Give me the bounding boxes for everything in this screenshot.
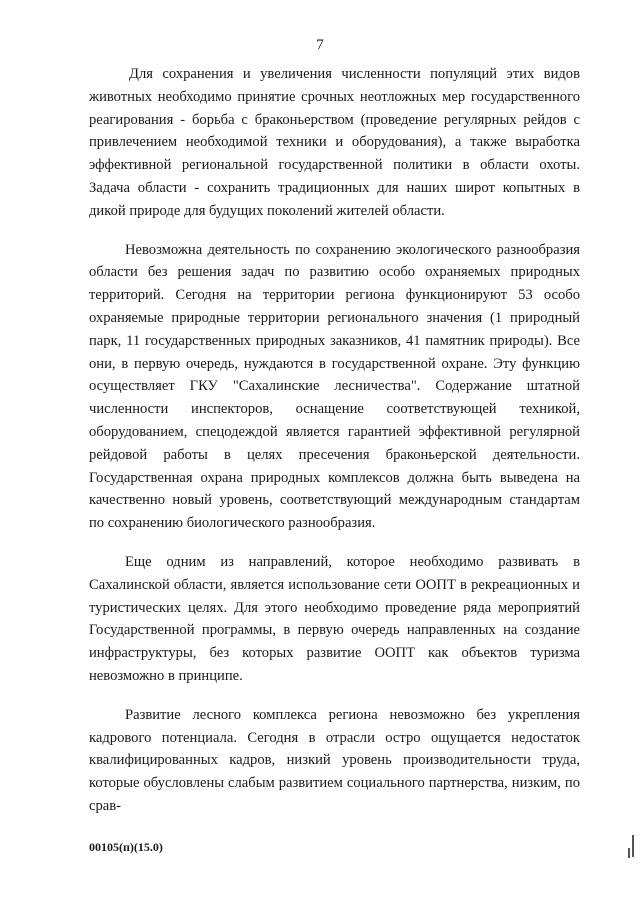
page-number: 7 xyxy=(316,37,324,53)
scan-edge-mark xyxy=(628,848,630,858)
paragraph-hunting-policy: Для сохранения и увеличения численности популяций этих видов животных необходимо принятие срочных неотложных мер государственного реагирования - борьба с браконьерством (проведение регулярных рейдов с привлечением необходимой техники и оборудования), а также выработка эффективной региональной государственной политики в области охоты. Задача области - сохранить традиционных для наших широт копытных в дикой природе для будущих поколений жителей области. xyxy=(89,66,580,219)
document-code: 00105(п)(15.0) xyxy=(89,840,163,854)
paragraph-protected-areas: Невозможна деятельность по сохранению экологического разнообразия области без решения задач по развитию особо охраняемых природных территорий. Сегодня на территории региона функционируют 53 особо охраняемые природные территории регионального значения (1 природный парк, 11 государственных природных заказников, 41 памятник природы). Все они, в первую очередь, нуждаются в государственной охране. Эту функцию осуществляет ГКУ "Сахалинские лесничества". Содержание штатной численности инспекторов, оснащение соответствующей техникой, оборудованием, спецодеждой является гарантией эффективной регулярной рейдовой работы в целях пресечения браконьерской деятельности. Государственная охрана природных комплексов должна быть выведена на качественно новый уровень, соответствующий международным стандартам по сохранению биологического разнообразия. xyxy=(89,241,580,532)
paragraph-tourism: Еще одним из направлений, которое необходимо развивать в Сахалинской области, является использование сети ООПТ в рекреационных и туристических целях. Для этого необходимо проведение ряда мероприятий Государственной программы, в первую очередь направленных на создание инфраструктуры, без которых развитие ООПТ как объектов туризма невозможно в принципе. xyxy=(89,553,580,684)
document-body xyxy=(89,63,580,818)
paragraph-forestry-staff: Развитие лесного комплекса региона невозможно без укрепления кадрового потенциала. Сегодня в отрасли остро ощущается недостаток квалифицированных кадров, низкий уровень производительности труда, которые обусловлены слабым развитием социального партнерства, низким, по срав- xyxy=(89,706,580,814)
scan-edge-mark xyxy=(632,835,634,857)
